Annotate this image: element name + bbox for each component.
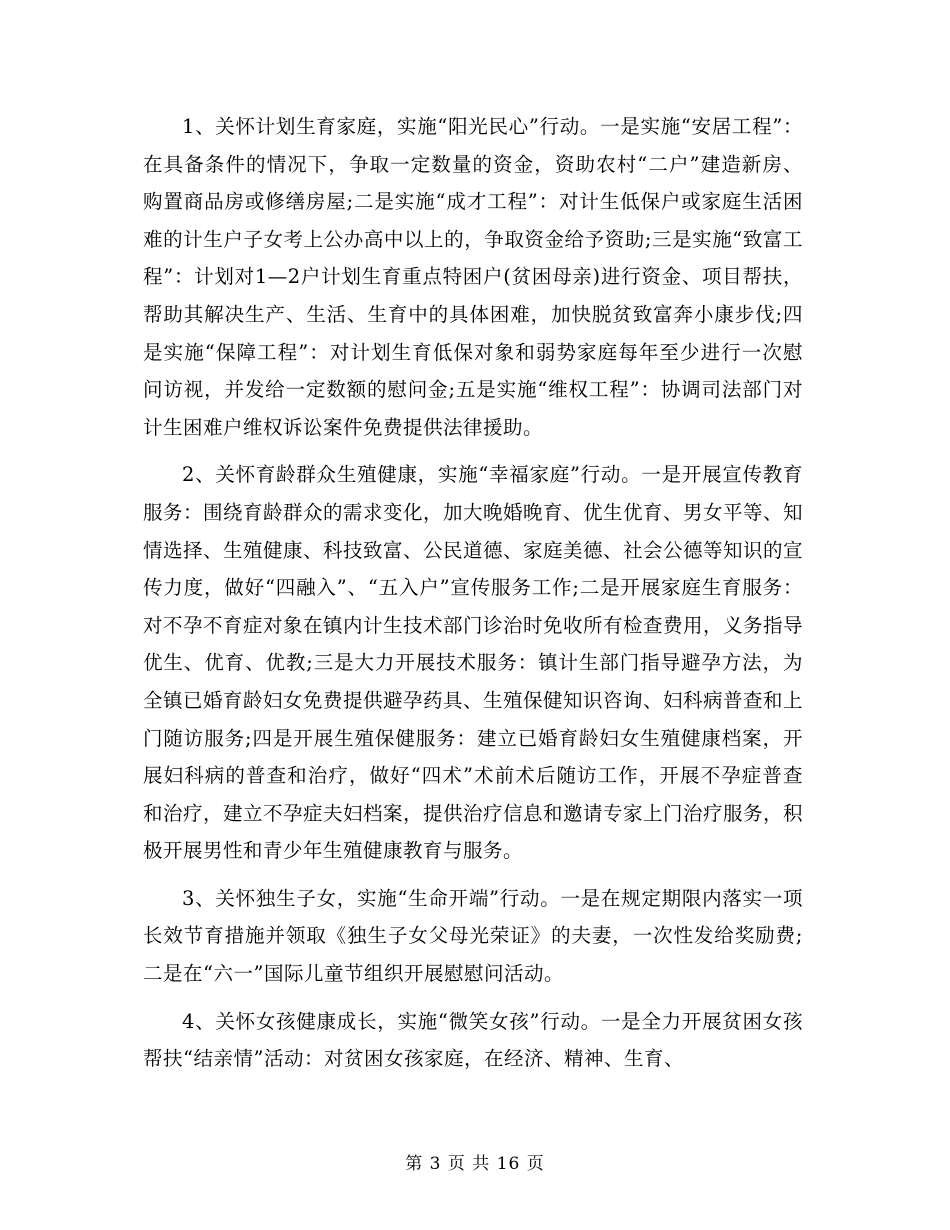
document-body [143,108,803,1088]
paragraph-4: 4、关怀女孩健康成长，实施“微笑女孩”行动。一是全力开展贫困女孩帮扶“结亲情”活动：对贫困女孩家庭，在经济、精神、生育、 [143,1009,803,1071]
page-footer: 第 3 页 共 16 页 [405,1154,545,1174]
paragraph-1: 1、关怀计划生育家庭，实施“阳光民心”行动。一是实施“安居工程”：在具备条件的情况下，争取一定数量的资金，资助农村“二户”建造新房、购置商品房或修缮房屋;二是实施“成才工程”：对计生低保户或家庭生活困难的计生户子女考上公办高中以上的，争取资金给予资助;三是实施“致富工程”：计划对1—2户计划生育重点特困户(贫困母亲)进行资金、项目帮扶，帮助其解决生产、生活、生育中的具体困难，加快脱贫致富奔小康步伐;四是实施“保障工程”：对计划生育低保对象和弱势家庭每年至少进行一次慰问访视，并发给一定数额的慰问金;五是实施“维权工程”：协调司法部门对计生困难户维权诉讼案件免费提供法律援助。 [143,115,803,439]
paragraph-2: 2、关怀育龄群众生殖健康，实施“幸福家庭”行动。一是开展宣传教育服务：围绕育龄群众的需求变化，加大晚婚晚育、优生优育、男女平等、知情选择、生殖健康、科技致富、公民道德、家庭美德、社会公德等知识的宣传力度，做好“四融入”、“五入户”宣传服务工作;二是开展家庭生育服务：对不孕不育症对象在镇内计生技术部门诊治时免收所有检查费用，义务指导优生、优育、优教;三是大力开展技术服务：镇计生部门指导避孕方法，为全镇已婚育龄妇女免费提供避孕药具、生殖保健知识咨询、妇科病普查和上门随访服务;四是开展生殖保健服务：建立已婚育龄妇女生殖健康档案，开展妇科病的普查和治疗，做好“四术”术前术后随访工作，开展不孕症普查和治疗，建立不孕症夫妇档案，提供治疗信息和邀请专家上门治疗服务，积极开展男性和青少年生殖健康教育与服务。 [143,463,804,863]
paragraph-3: 3、关怀独生子女，实施“生命开端”行动。一是在规定期限内落实一项长效节育措施并领取《独生子女父母光荣证》的夫妻，一次性发给奖励费;二是在“六一”国际儿童节组织开展慰慰问活动。 [143,886,803,986]
